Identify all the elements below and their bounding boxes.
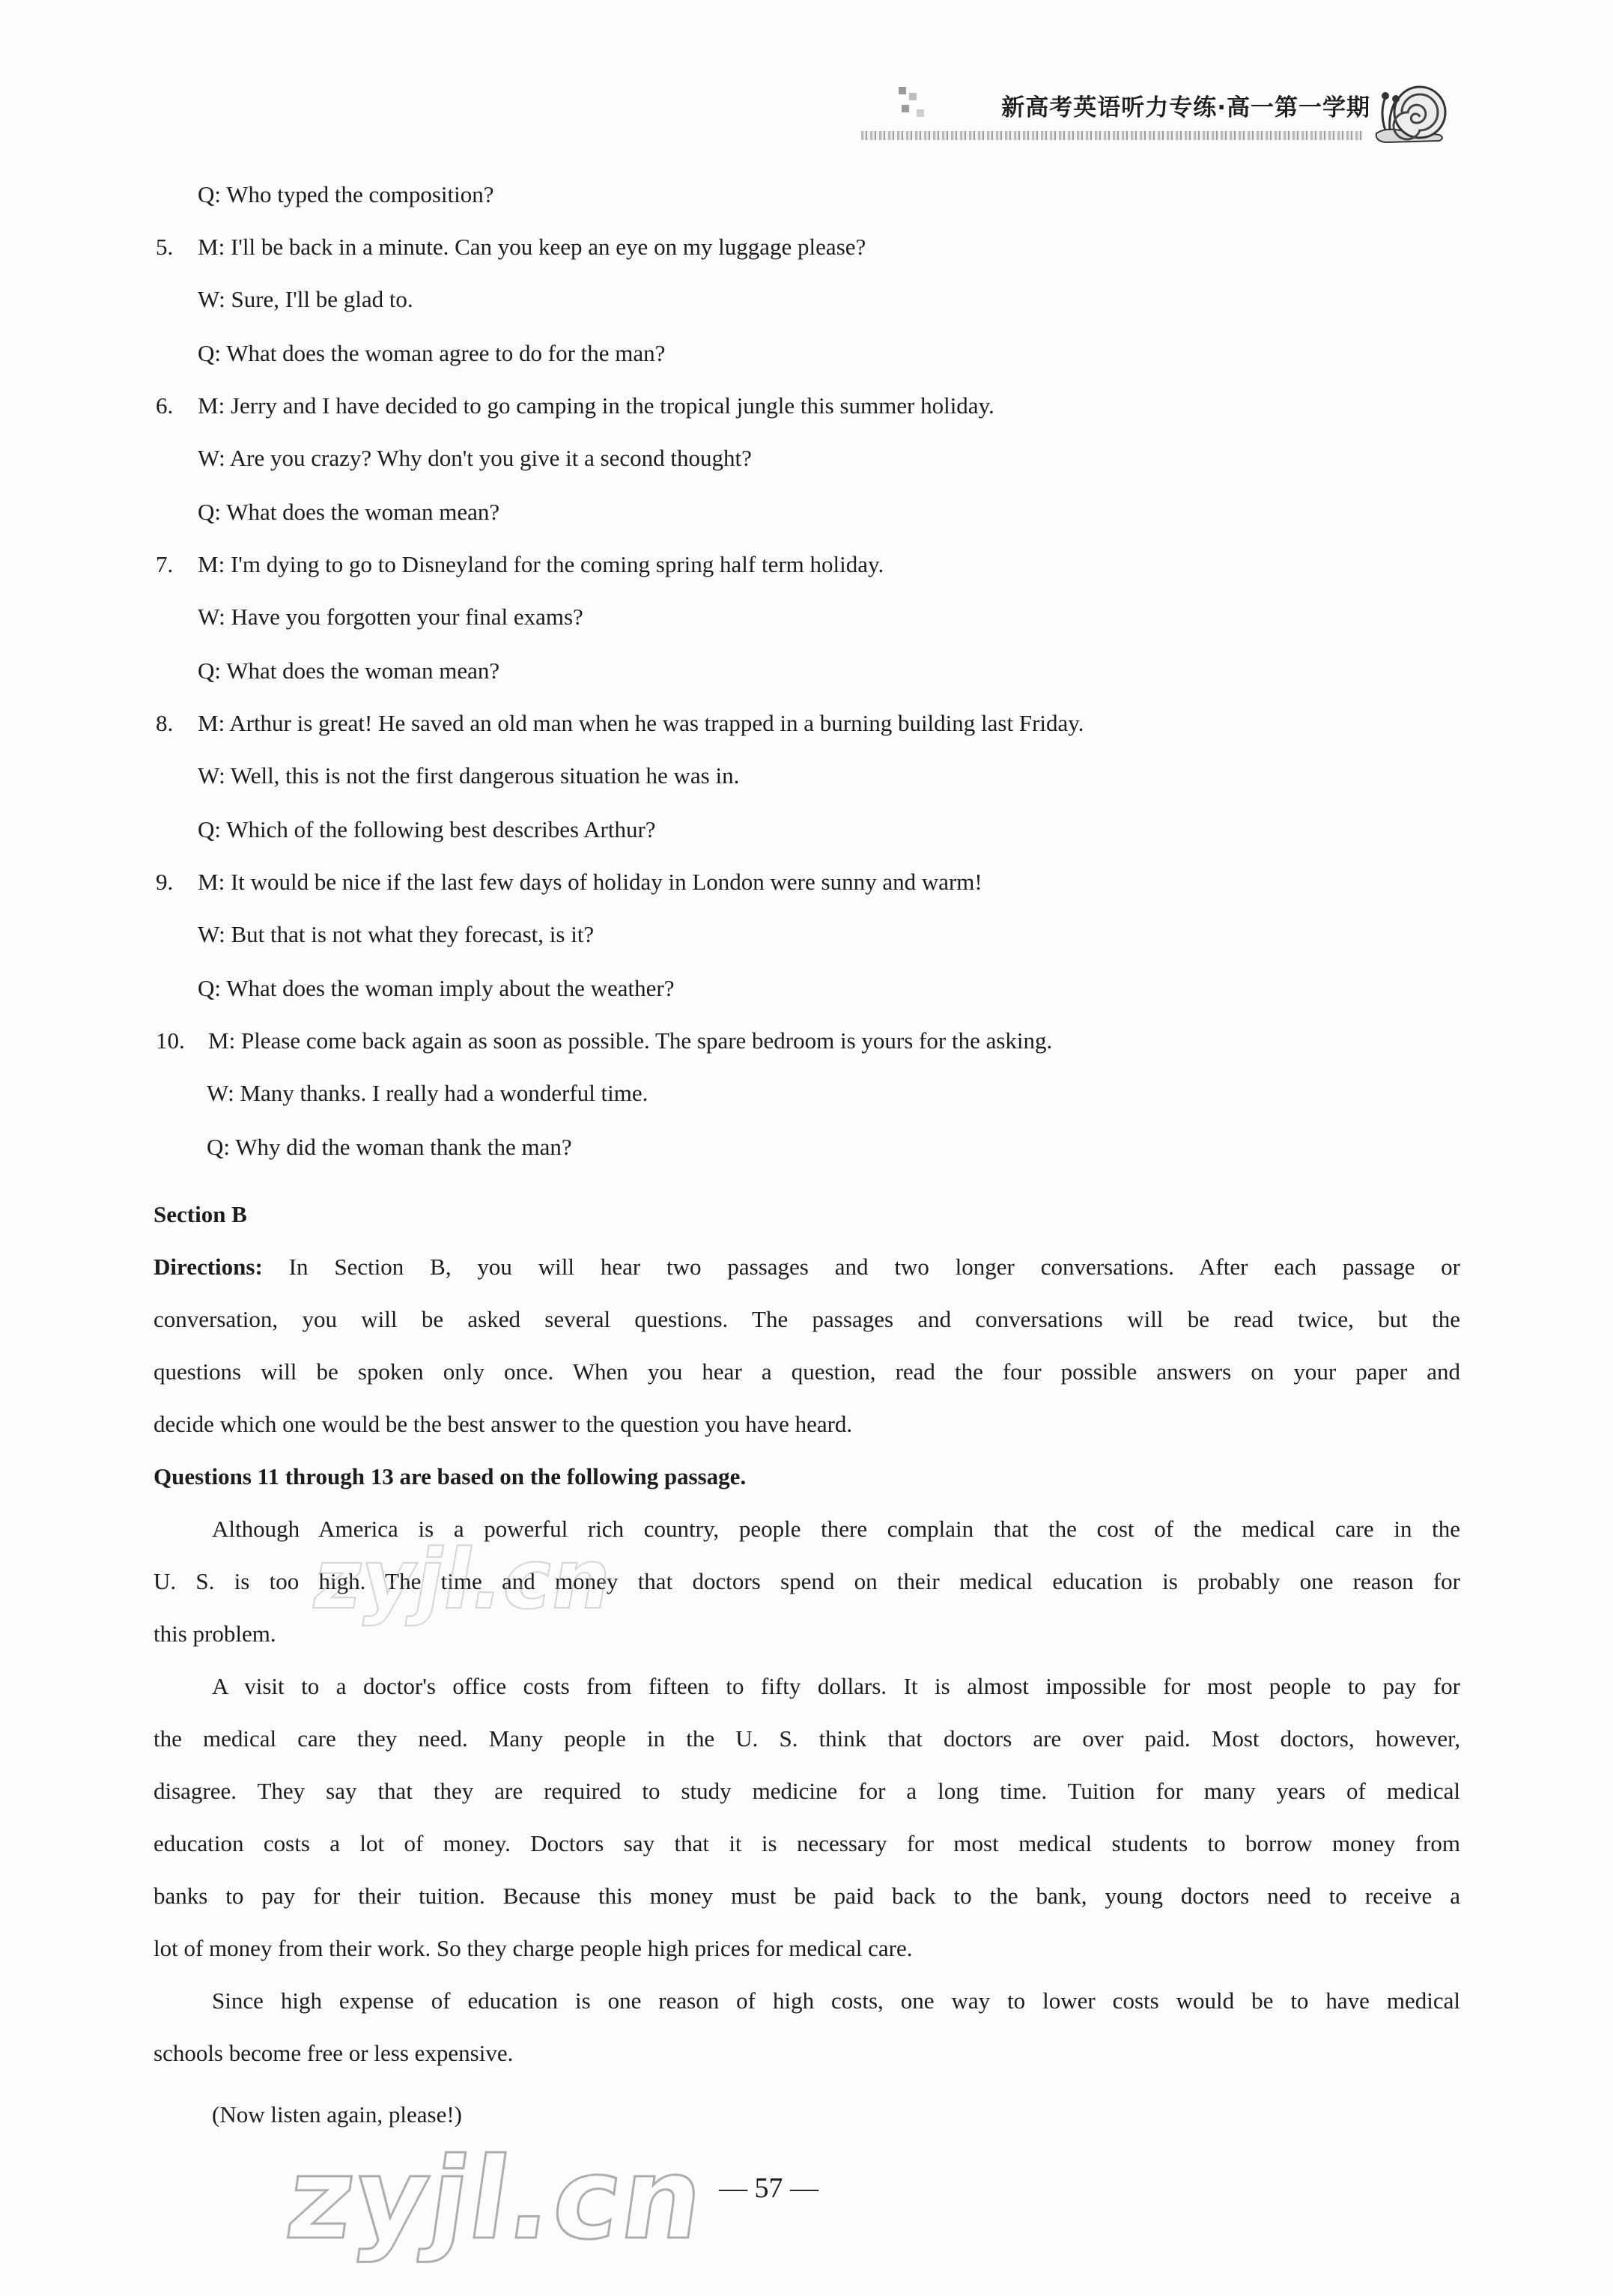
passage-line-7: education costs a lot of money. Doctors say that it is necessary for most medical students to borrow money from	[154, 1830, 1460, 1856]
passage-line-10: Since high expense of education is one reason of high costs, one way to lower costs would be to have medical	[212, 1987, 1460, 2014]
passage-line-11: schools become free or less expensive.	[154, 2040, 514, 2066]
item-8-w: W: Well, this is not the first dangerous situation he was in.	[198, 762, 740, 789]
passage-line-6: disagree. They say that they are required to study medicine for a long time. Tuition for many years of medical	[154, 1778, 1460, 1804]
directions-label: Directions:	[154, 1254, 263, 1280]
questions-heading: Questions 11 through 13 are based on the following passage.	[154, 1463, 747, 1489]
directions-line-1: Directions: In Section B, you will hear two passages and two longer conversations. After each passage or	[154, 1254, 1461, 1280]
item-5-q: Q: What does the woman agree to do for the man?	[198, 340, 666, 366]
q4-question: Q: Who typed the composition?	[198, 181, 494, 207]
passage-line-3: this problem.	[154, 1621, 276, 1647]
header-decoration	[899, 87, 932, 121]
passage-line-8: banks to pay for their tuition. Because this money must be paid back to the bank, young doctors need to receive a	[154, 1883, 1460, 1909]
item-10-w: W: Many thanks. I really had a wonderful time.	[207, 1080, 648, 1106]
passage-line-9: lot of money from their work. So they charge people high prices for medical care.	[154, 1935, 913, 1961]
page-number: — 57 —	[719, 2172, 818, 2204]
item-9-w: W: But that is not what they forecast, is it?	[198, 921, 595, 947]
item-7-q: Q: What does the woman mean?	[198, 657, 500, 684]
passage-line-5: the medical care they need. Many people in the U. S. think that doctors are over paid. Most doctors, however,	[154, 1725, 1460, 1752]
passage-line-2: U. S. is too high. The time and money that doctors spend on their medical education is probably one reason for	[154, 1568, 1460, 1594]
watermark-bottom: zyjl.cn	[279, 2134, 713, 2265]
snail-icon	[1370, 75, 1453, 150]
directions-line-4: decide which one would be the best answer to the question you have heard.	[154, 1411, 853, 1437]
directions-line-2: conversation, you will be asked several questions. The passages and conversations will be read twice, but the	[154, 1306, 1460, 1332]
item-7-w: W: Have you forgotten your final exams?	[198, 604, 583, 630]
passage-line-4: A visit to a doctor's office costs from fifteen to fifty dollars. It is almost impossible for most people to pay for	[212, 1673, 1460, 1699]
item-9-q: Q: What does the woman imply about the weather?	[198, 975, 675, 1001]
item-9-m: 9. M: It would be nice if the last few days of holiday in London were sunny and warm!	[156, 869, 982, 895]
listen-again-note: (Now listen again, please!)	[212, 2101, 462, 2128]
item-6-q: Q: What does the woman mean?	[198, 499, 500, 525]
item-6-w: W: Are you crazy? Why don't you give it a second thought?	[198, 445, 752, 471]
watermark-mid: zyjl.cn	[306, 1531, 620, 1627]
item-5-m: 5. M: I'll be back in a minute. Can you keep an eye on my luggage please?	[156, 234, 866, 260]
header-rule	[861, 131, 1363, 140]
item-7-m: 7. M: I'm dying to go to Disneyland for the coming spring half term holiday.	[156, 551, 884, 577]
passage-line-1: Although America is a powerful rich country, people there complain that the cost of the medical care in the	[212, 1516, 1460, 1542]
item-8-q: Q: Which of the following best describes Arthur?	[198, 816, 656, 842]
section-b-heading: Section B	[154, 1201, 247, 1227]
running-header	[861, 75, 1475, 165]
item-5-w: W: Sure, I'll be glad to.	[198, 286, 413, 312]
item-6-m: 6. M: Jerry and I have decided to go camping in the tropical jungle this summer holiday.	[156, 392, 994, 419]
item-10-m: 10. M: Please come back again as soon as possible. The spare bedroom is yours for the asking.	[156, 1027, 1053, 1054]
item-10-q: Q: Why did the woman thank the man?	[207, 1134, 572, 1160]
item-8-m: 8. M: Arthur is great! He saved an old man when he was trapped in a burning building last Friday.	[156, 710, 1084, 736]
speaker-label: Q	[198, 181, 215, 207]
header-title: 新高考英语听力专练·高一第一学期	[1001, 94, 1370, 121]
directions-line-3: questions will be spoken only once. When you hear a question, read the four possible answers on your paper and	[154, 1358, 1460, 1385]
